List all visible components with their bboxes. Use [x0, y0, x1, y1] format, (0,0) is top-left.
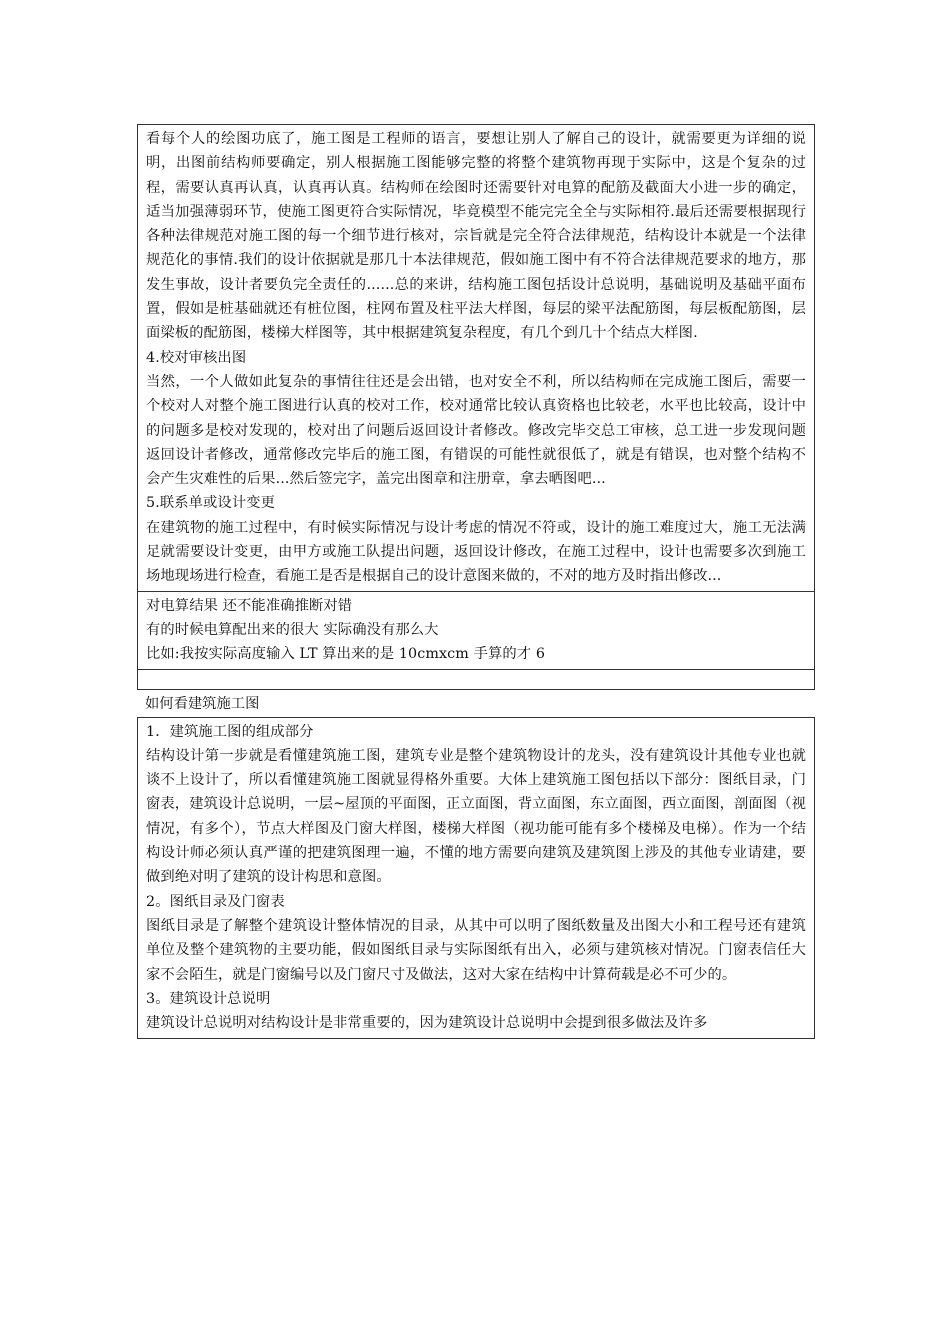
paragraph-design-general-notes: 建筑设计总说明对结构设计是非常重要的，因为建筑设计总说明中会提到很多做法及许多 — [146, 1015, 708, 1032]
note-line-3: 比如:我按实际高度输入 LT 算出来的是 10cmxcm 手算的才 6 — [146, 646, 546, 663]
heading-check-review: 4.校对审核出图 — [146, 349, 247, 366]
section-title: 如何看建筑施工图 — [145, 695, 260, 712]
table-cell-structure-drawings — [137, 124, 815, 592]
paragraph-drawing-components: 结构设计第一步就是看懂建筑施工图，建筑专业是整个建筑物设计的龙头，没有建筑设计其他专业也就谈不上设计了，所以看懂建筑施工图就显得格外重要。大体上建筑施工图包括以下部分：图纸目录，门窗表，建筑设计总说明，一层~屋顶的平面图，正立面图，背立面图，东立面图，西立面图，剖面图（视情况，有多个），节点大样图及门窗大样图，楼梯大样图（视功能可能有多个楼梯及电梯）。作为一个结构设计师必须认真严谨的把建筑图理一遍，不懂的地方需要向建筑及建筑图上涉及的其他专业请建，要做到绝对明了建筑的设计构思和意图。 — [146, 747, 806, 886]
document-page — [137, 124, 815, 1039]
heading-drawing-index: 2。图纸目录及门窗表 — [146, 893, 285, 910]
paragraph-design-change: 在建筑物的施工过程中，有时候实际情况与设计考虑的情况不符或，设计的施工难度过大，施工无法满足就需要设计变更，由甲方或施工队提出问题，返回设计修改，在施工过程中，设计也需要多次到施工场地现场进行检查，看施工是否是根据自己的设计意图来做的，不对的地方及时指出修改... — [146, 519, 806, 585]
heading-design-general-notes: 3。建筑设计总说明 — [146, 990, 271, 1007]
table-cell-computation-notes — [137, 592, 815, 670]
paragraph-drawing-skill: 看每个人的绘图功底了，施工图是工程师的语言，要想让别人了解自己的设计，就需要更为详细的说明，出图前结构师要确定，别人根据施工图能够完整的将整个建筑物再现于实际中，这是个复杂的过程，需要认真再认真，认真再认真。结构师在绘图时还需要针对电算的配筋及截面大小进一步的确定，适当加强薄弱环节，使施工图更符合实际情况，毕竟模型不能完完全全与实际相符.最后还需要根据现行各种法律规范对施工图的每一个细节进行核对，宗旨就是完全符合法律规范，结构设计本就是一个法律规范化的事情.我们的设计依据就是那几十本法律规范，假如施工图中有不符合法律规范要求的地方，那发生事故，设计者要负完全责任的......总的来讲，结构施工图包括设计总说明，基础说明及基础平面布置，假如是桩基础就还有桩位图，柱网布置及柱平法大样图，每层的梁平法配筋图，每层板配筋图，层面梁板的配筋图，楼梯大样图等，其中根据建筑复杂程度，有几个到几十个结点大样图. — [146, 131, 806, 342]
note-line-2: 有的时候电算配出来的很大 实际确没有那么大 — [146, 621, 439, 638]
table-cell-empty — [137, 670, 815, 690]
paragraph-drawing-index: 图纸目录是了解整个建筑设计整体情况的目录，从其中可以明了图纸数量及出图大小和工程号还有建筑单位及整个建筑物的主要功能，假如图纸目录与实际图纸有出入，必须与建筑核对情况。门窗表信任大家不会陌生，就是门窗编号以及门窗尺寸及做法，这对大家在结构中计算荷载是必不可少的。 — [146, 917, 806, 983]
paragraph-check-review: 当然，一个人做如此复杂的事情往往还是会出错，也对安全不利，所以结构师在完成施工图后，需要一个校对人对整个施工图进行认真的校对工作，校对通常比较认真资格也比较老，水平也比较高，设计中的问题多是校对发现的，校对出了问题后返回设计者修改。修改完毕交总工审核，总工进一步发现问题返回设计者修改，通常修改完毕后的施工图，有错误的可能性就很低了，就是有错误，也对整个结构不会产生灾难性的后果...然后签完字，盖完出图章和注册章，拿去晒图吧... — [146, 373, 806, 488]
heading-drawing-components: 1．建筑施工图的组成部分 — [146, 723, 314, 740]
table-cell-architecture-drawings — [137, 717, 815, 1040]
note-line-1: 对电算结果 还不能准确推断对错 — [146, 597, 353, 614]
heading-design-change: 5.联系单或设计变更 — [146, 495, 276, 512]
